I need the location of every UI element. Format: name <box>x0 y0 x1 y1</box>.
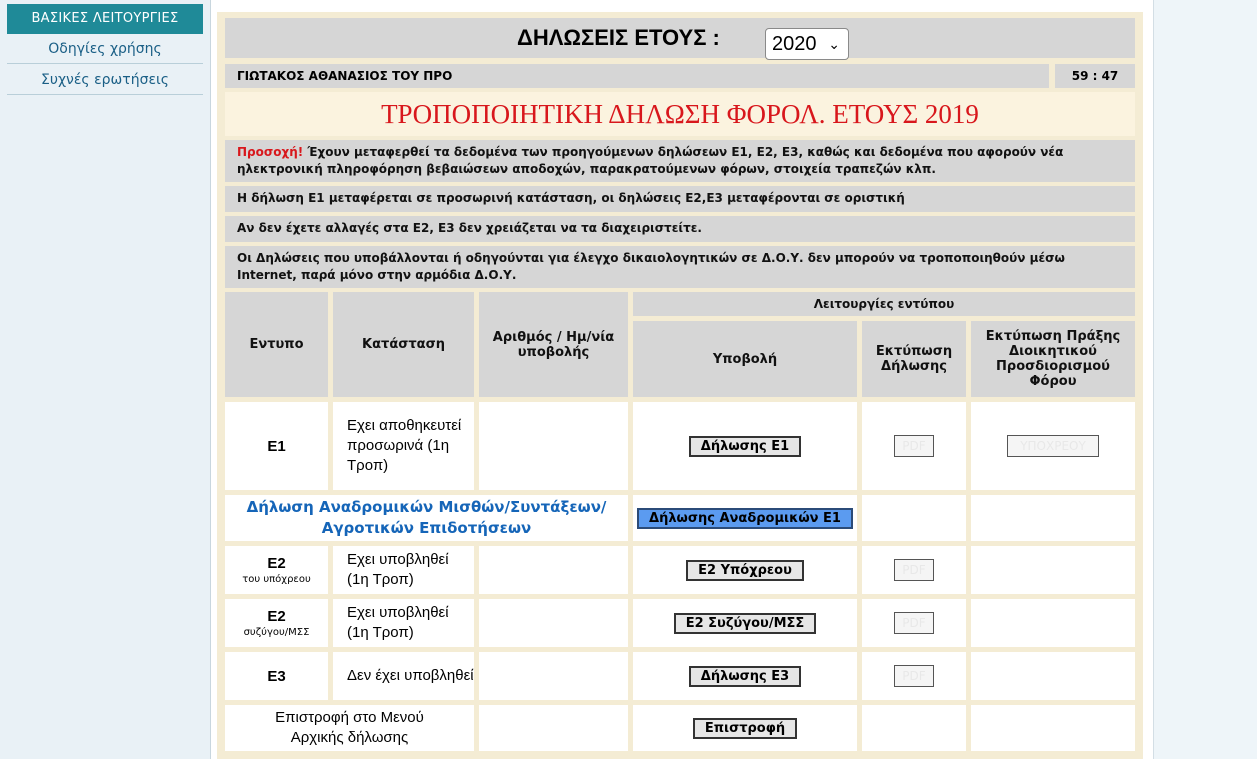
sidebar <box>0 0 211 759</box>
submit-cell-e2-main <box>633 546 857 594</box>
e2-spouse-button[interactable]: Ε2 Συζύγου/ΜΣΣ <box>674 613 817 634</box>
back-button[interactable]: Επιστροφή <box>693 718 797 739</box>
back-number-cell <box>479 705 628 751</box>
back-label: Επιστροφή στο Μενού Αρχικής δήλωσης <box>225 705 474 751</box>
number-e3 <box>479 652 628 700</box>
e2-main-button[interactable]: Ε2 Υπόχρεου <box>686 560 804 581</box>
year-bar <box>225 18 1135 58</box>
retro-declaration-link[interactable]: Δήλωση Αναδρομικών Μισθών/Συντάξεων/ Αγροτικών Επιδοτήσεων <box>246 498 607 537</box>
right-margin <box>1153 0 1257 759</box>
no-changes-notice: Αν δεν έχετε αλλαγές στα Ε2, Ε3 δεν χρειάζεται να τα διαχειριστείτε. <box>225 216 1135 242</box>
year-select[interactable] <box>765 28 849 60</box>
retro-act-cell <box>971 495 1135 541</box>
session-timer: 59 : 47 <box>1055 64 1135 88</box>
act-cell-e2-spouse <box>971 599 1135 647</box>
retro-declaration-button[interactable]: Δήλωσης Αναδρομικών Ε1 <box>637 508 853 529</box>
form-sub-e2-spouse: συζύγου/ΜΣΣ <box>243 627 310 638</box>
act-cell-e1 <box>971 402 1135 490</box>
e3-declaration-button[interactable]: Δήλωσης Ε3 <box>689 666 801 687</box>
sidebar-title: ΒΑΣΙΚΕΣ ΛΕΙΤΟΥΡΓΙΕΣ <box>7 4 203 34</box>
submit-cell-e1 <box>633 402 857 490</box>
warning-prefix: Προσοχή! <box>237 145 304 159</box>
form-code-e2-main: Ε2 <box>267 555 286 572</box>
chevron-down-icon: ⌄ <box>828 36 840 52</box>
year-label: ΔΗΛΩΣΕΙΣ ΕΤΟΥΣ : <box>517 25 720 50</box>
form-code-e2-spouse: Ε2 <box>267 608 286 625</box>
status-e2-main: Εχει υποβληθεί (1η Τροπ) <box>333 546 474 594</box>
back-print-cell <box>862 705 966 751</box>
e2-spouse-pdf-button[interactable]: PDF <box>894 612 934 634</box>
number-e2-spouse <box>479 599 628 647</box>
main-panel <box>217 12 1143 759</box>
act-cell-e2-main <box>971 546 1135 594</box>
e3-pdf-button[interactable]: PDF <box>894 665 934 687</box>
col-header-print-declaration: Εκτύπωση Δήλωσης <box>862 321 966 397</box>
submit-cell-e2-spouse <box>633 599 857 647</box>
col-header-functions: Λειτουργίες εντύπου <box>633 292 1135 316</box>
number-e1 <box>479 402 628 490</box>
number-e2-main <box>479 546 628 594</box>
temp-state-notice: Η δήλωση Ε1 μεταφέρεται σε προσωρινή κατάσταση, οι δηλώσεις Ε2,Ε3 μεταφέρονται σε οριστική <box>225 186 1135 212</box>
col-header-submit: Υποβολή <box>633 321 857 397</box>
e1-declaration-button[interactable]: Δήλωσης Ε1 <box>689 436 801 457</box>
form-sub-e2-main: του υπόχρεου <box>242 574 311 585</box>
status-e2-spouse: Εχει υποβληθεί (1η Τροπ) <box>333 599 474 647</box>
col-header-form: Εντυπο <box>225 292 328 397</box>
form-cell-e2-spouse <box>225 599 328 647</box>
form-code-e3: Ε3 <box>225 652 328 700</box>
col-header-status: Κατάσταση <box>333 292 474 397</box>
back-act-cell <box>971 705 1135 751</box>
print-cell-e2-spouse <box>862 599 966 647</box>
print-cell-e1 <box>862 402 966 490</box>
status-e1: Εχει αποθηκευτεί προσωρινά (1η Τροπ) <box>333 402 474 490</box>
status-e3: Δεν έχει υποβληθεί <box>333 652 474 700</box>
act-cell-e3 <box>971 652 1135 700</box>
col-header-print-act: Εκτύπωση Πράξης Διοικητικού Προσδιορισμού Φόρου <box>971 321 1135 397</box>
retro-print-cell <box>862 495 966 541</box>
submit-cell-e3 <box>633 652 857 700</box>
form-code-e1: Ε1 <box>225 402 328 490</box>
warning-text: Έχουν μεταφερθεί τα δεδομένα των προηγούμενων δηλώσεων Ε1, Ε2, Ε3, καθώς και δεδομένα που αφορούν νέα ηλεκτρονική πληροφόρηση βεβαιώσεων αποδοχών, παρακρατούμενων φόρων, στοιχεία τραπεζών κλπ. <box>237 145 1064 176</box>
retro-submit-cell <box>633 495 857 541</box>
back-submit-cell <box>633 705 857 751</box>
e1-pdf-button[interactable]: PDF <box>894 435 934 457</box>
year-select-value: 2020 <box>772 33 817 55</box>
retro-cell <box>225 495 628 541</box>
form-cell-e2-main <box>225 546 328 594</box>
taxpayer-name: ΓΙΩΤΑΚΟΣ ΑΘΑΝΑΣΙΟΣ ΤΟΥ ΠΡΟ <box>225 64 1049 88</box>
page-title: ΤΡΟΠΟΠΟΙΗΤΙΚΗ ΔΗΛΩΣΗ ΦΟΡΟΛ. ΕΤΟΥΣ 2019 <box>225 92 1135 136</box>
col-header-number: Αριθμός / Ημ/νία υποβολής <box>479 292 628 397</box>
sidebar-item-user-guide[interactable]: Οδηγίες χρήσης <box>7 34 203 64</box>
e2-main-pdf-button[interactable]: PDF <box>894 559 934 581</box>
print-cell-e3 <box>862 652 966 700</box>
print-cell-e2-main <box>862 546 966 594</box>
e1-ypoxreou-button[interactable]: ΥΠΟΧΡΕΟΥ <box>1007 435 1099 457</box>
audit-notice: Οι Δηλώσεις που υποβάλλονται ή οδηγούνται για έλεγχο δικαιολογητικών σε Δ.Ο.Υ. δεν μπορούν να τροποποιηθούν μέσω Internet, παρά μόνο στην αρμόδια Δ.Ο.Υ. <box>225 246 1135 288</box>
sidebar-item-faq[interactable]: Συχνές ερωτήσεις <box>7 65 203 95</box>
warning-notice <box>225 140 1135 182</box>
